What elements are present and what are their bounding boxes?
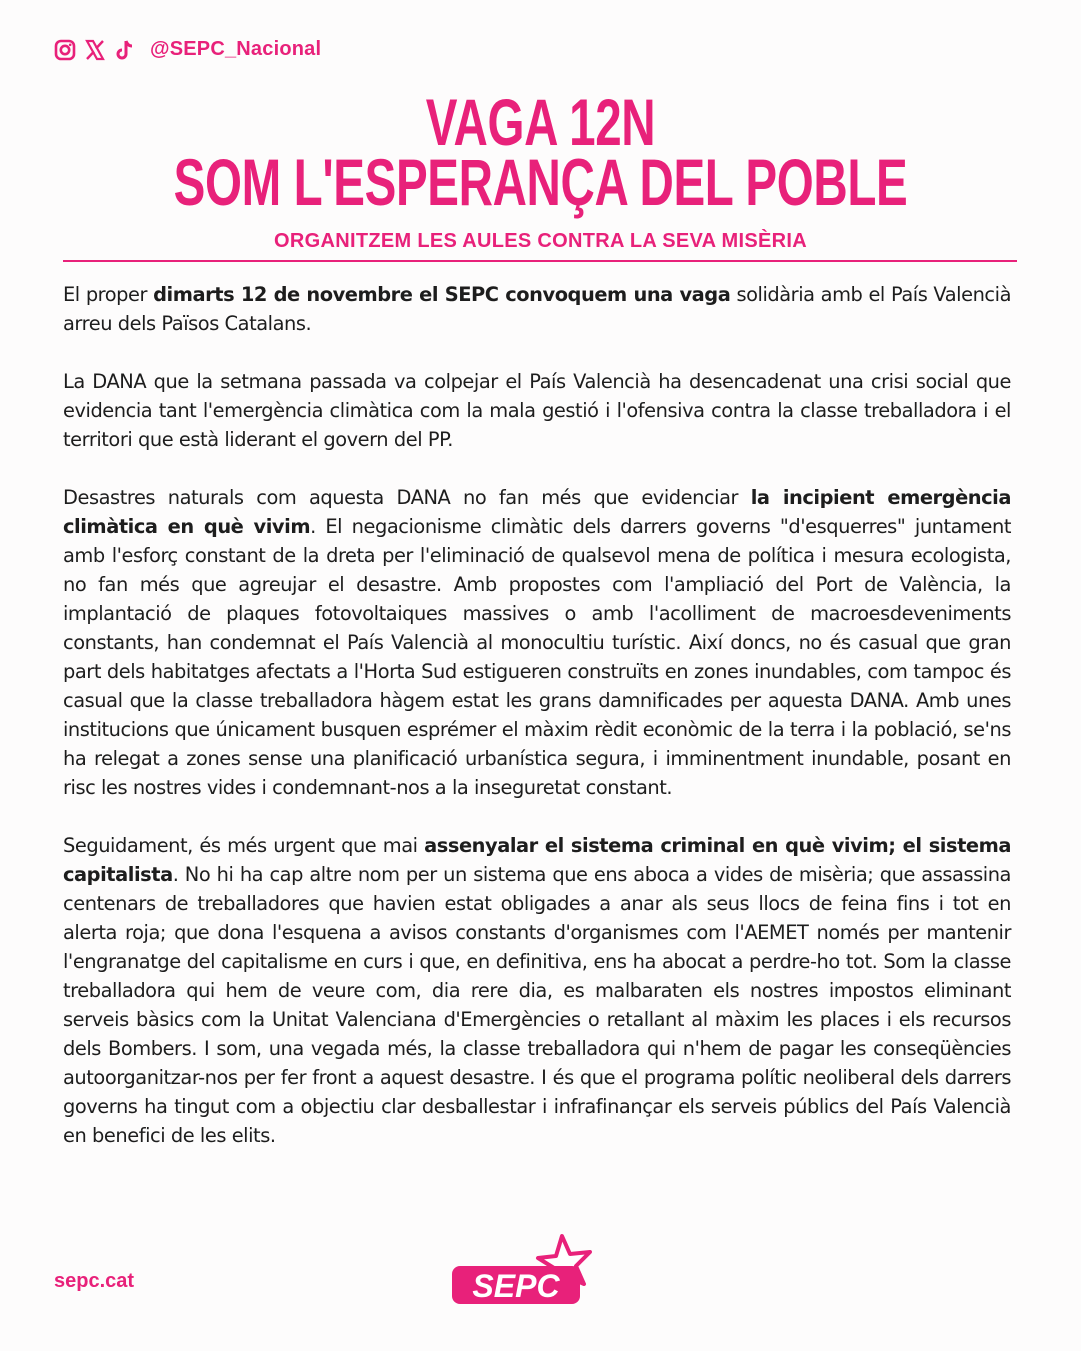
paragraph-1 — [63, 280, 1011, 338]
website-link[interactable]: sepc.cat — [54, 1270, 135, 1292]
tiktok-icon[interactable] — [114, 39, 136, 61]
social-bar — [54, 38, 321, 61]
logo-text: SEPC — [472, 1268, 560, 1304]
paragraph-2 — [63, 367, 1011, 454]
page-title-line2: SOM L'ESPERANÇA DEL POBLE — [173, 145, 908, 219]
article-body — [63, 280, 1011, 1179]
paragraph-text: El proper — [63, 283, 154, 306]
paragraph-text: Seguidament, és més urgent que mai — [63, 834, 425, 857]
paragraph-text: La DANA que la setmana passada va colpejar el País Valencià ha desencadenat una crisi social que evidencia tant l'emergència climàtica com la mala gestió i l'ofensiva contra la classe treballadora i el territori que està liderant el govern del PP. — [63, 370, 1011, 451]
paragraph-text: . El negacionisme climàtic dels darrers governs "d'esquerres" juntament amb l'esforç constant de la dreta per l'eliminació de qualsevol mena de política i mesura ecologista, no fan més que agreujar el desastre. Amb propostes com l'ampliació del Port de València, la implantació de plaques fotovoltaiques massives o amb l'acolliment de macroesdeveniments constants, han condemnat el País Valencià al monocultiu turístic. Així doncs, no és casual que gran part dels habitatges afectats a l'Horta Sud estigueren construïts en zones inundables, com tampoc és casual que la classe treballadora hàgem estat les grans damnificades per aquesta DANA. Amb unes institucions que únicament busquen esprémer el màxim rèdit econòmic de la terra i la població, se'ns ha relegat a zones sense una planificació urbanística segura, i imminentment inundable, posant en risc les nostres vides i condemnant-nos a la inseguretat constant. — [63, 515, 1011, 799]
paragraph-text: . No hi ha cap altre nom per un sistema que ens aboca a vides de misèria; que assassina centenars de treballadores que havien estat obligades a anar als seus llocs de feina fins i tot en alerta roja; que dona l'esquena a avisos constants d'organismes com l'AEMET només per mantenir l'engranatge del capitalisme en curs i que, en definitiva, ens ha abocat a perdre-ho tot. Som la classe treballadora qui hem de veure com, dia rere dia, es malbaraten els nostres impostos eliminant serveis bàsics com la Unitat Valenciana d'Emergències o retallant al màxim les places i els recursos dels Bombers. I som, una vegada més, la classe treballadora qui n'hem de pagar les conseqüències autoorganitzar-nos per fer front a aquest desastre. I és que el programa polític neoliberal dels darrers governs ha tingut com a objectiu clar desballestar i infrafinançar els serveis públics del País Valencià en benefici de les elits. — [63, 863, 1011, 1147]
paragraph-3 — [63, 483, 1011, 802]
paragraph-emphasis: assenyalar el sistema criminal en què vivim; el sistema capitalista — [63, 834, 1011, 886]
social-handle[interactable]: @SEPC_Nacional — [150, 38, 322, 60]
paragraph-emphasis: la incipient emergència climàtica en què vivim — [63, 486, 1012, 538]
title-divider — [63, 260, 1017, 262]
paragraph-text: solidària amb el País Valencià arreu dels Països Catalans. — [63, 283, 1011, 335]
page-title-line1: VAGA 12N — [425, 85, 656, 159]
x-icon[interactable] — [84, 39, 106, 61]
paragraph-4 — [63, 831, 1011, 1150]
paragraph-text: Desastres naturals com aquesta DANA no fan més que evidenciar — [63, 486, 751, 509]
paragraph-emphasis: dimarts 12 de novembre el SEPC convoquem una vaga — [153, 283, 731, 306]
page-subtitle: ORGANITZEM LES AULES CONTRA LA SEVA MISÈRIA — [274, 230, 807, 252]
sepc-logo — [450, 1232, 610, 1316]
instagram-icon[interactable] — [54, 39, 76, 61]
